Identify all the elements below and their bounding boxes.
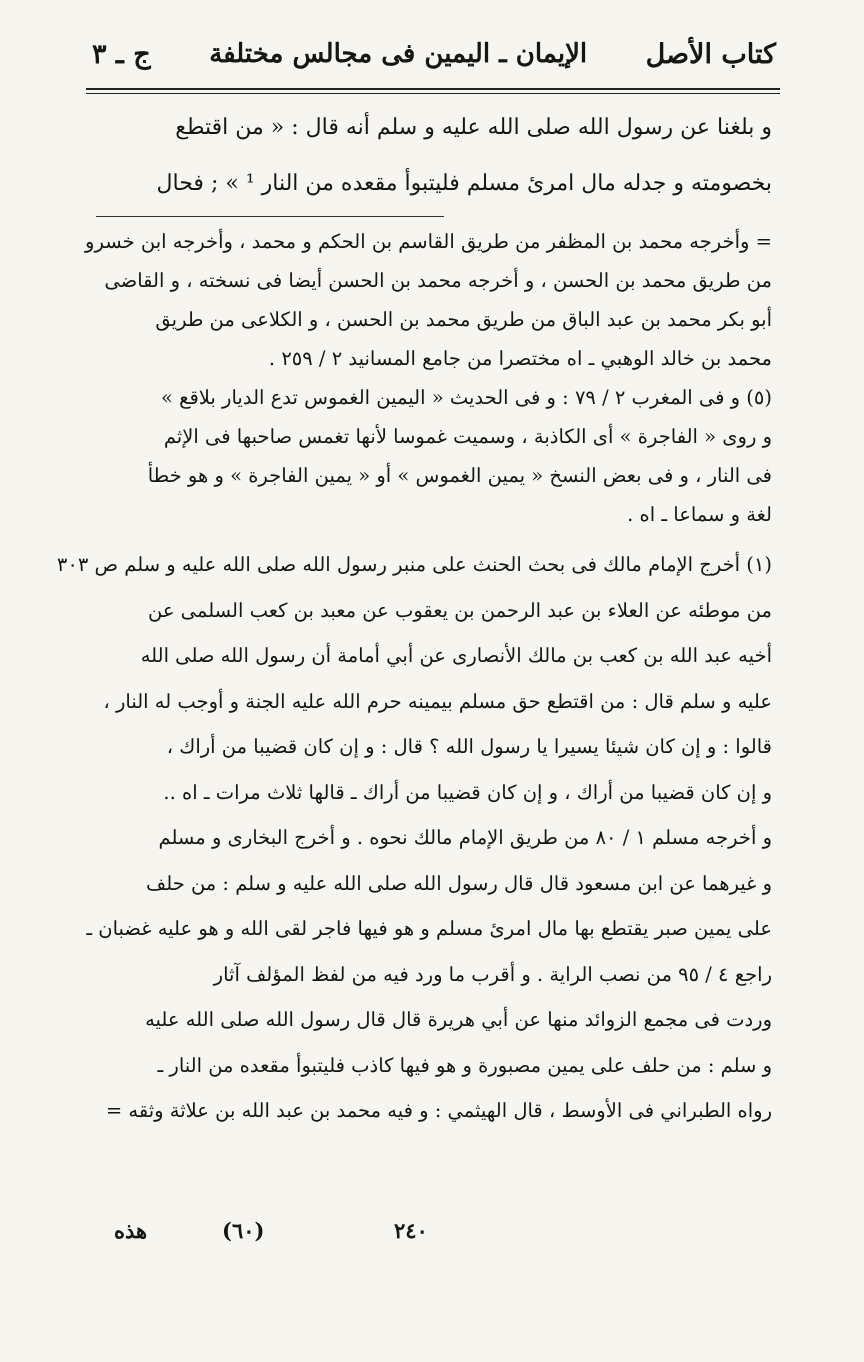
footnote-line: راجع ٤ / ٩٥ من نصب الراية . و أقرب ما ورد فيه من لفظ المؤلف آثار <box>213 962 772 986</box>
footnote-line: من طريق محمد بن الحسن ، و أخرجه محمد بن الحسن أيضا فى نسخته ، و القاضى <box>104 269 772 292</box>
running-header <box>92 28 776 80</box>
footnote-line: قالوا : و إن كان شيئا يسيرا يا رسول الله ؟ قال : و إن كان قضيبا من أراك ، <box>166 735 772 758</box>
footnote-line: و أخرجه مسلم ١ / ٨٠ من طريق الإمام مالك نحوه . و أخرج البخارى و مسلم <box>158 826 772 849</box>
footnote-line: (١) أخرج الإمام مالك فى بحث الحنث على منبر رسول الله صلى الله عليه و سلم ص ٣٠٣ <box>56 553 772 576</box>
main-text-line: بخصومته و جدله مال امرئ مسلم فليتبوأ مقعده من النار ¹ » ; فحال <box>156 171 772 196</box>
footnotes <box>56 222 772 1134</box>
page-footer <box>104 1210 772 1254</box>
footnote-line: و سلم : من حلف على يمين مصبورة و هو فيها كاذب فليتبوأ مقعده من النار ـ <box>157 1053 772 1077</box>
footnote-line: = وأخرجه محمد بن المظفر من طريق القاسم بن الحكم و محمد ، وأخرجه ابن خسرو <box>85 230 772 253</box>
volume-number: ج ـ ٣ <box>92 38 151 70</box>
footnote-line: وردت فى مجمع الزوائد منها عن أبي هريرة قال قال رسول الله صلى الله عليه <box>145 1008 772 1031</box>
footnote-line: أبو بكر محمد بن عبد الباق من طريق محمد بن الحسن ، و الكلاعى من طريق <box>155 308 772 331</box>
footnote-5 <box>96 378 772 534</box>
footnote-line: محمد بن خالد الوهبي ـ اه مختصرا من جامع المسانيد ٢ / ٢٥٩ . <box>268 347 772 370</box>
main-text-line: و بلغنا عن رسول الله صلى الله عليه و سلم أنه قال : « من اقتطع <box>175 115 772 140</box>
footnote-line: عليه و سلم قال : من اقتطع حق مسلم بيمينه حرم الله عليه الجنة و أوجب له النار ، <box>103 689 772 713</box>
main-text <box>96 100 772 212</box>
footnote-line: فى النار ، و فى بعض النسخ « يمين الغموس » أو « يمين الفاجرة » و هو خطأ <box>147 464 772 487</box>
page-number: ٢٤٠ <box>394 1218 428 1243</box>
footnote-line: و غيرهما عن ابن مسعود قال قال رسول الله صلى الله عليه و سلم : من حلف <box>146 871 772 895</box>
footnote-line: و روى « الفاجرة » أى الكاذبة ، وسميت غموسا لأنها تغمس صاحبها فى الإثم <box>163 425 772 448</box>
chapter-title: الإيمان ـ اليمين فى مجالس مختلفة <box>209 39 588 69</box>
header-rule <box>86 88 780 94</box>
footnote-line: أخيه عبد الله بن كعب بن مالك الأنصارى عن أبي أمامة أن رسول الله صلى الله <box>140 644 772 667</box>
catchword: هذه <box>114 1218 148 1243</box>
footnote-line: رواه الطبراني فى الأوسط ، قال الهيثمي : و فيه محمد بن عبد الله بن علاثة وثقه = <box>105 1099 772 1122</box>
footnote-divider <box>96 216 444 217</box>
footnote-line: لغة و سماعا ـ اه . <box>627 503 772 526</box>
footnote-line: (٥) و فى المغرب ٢ / ٧٩ : و فى الحديث « اليمين الغموس تدع الديار بلاقع » <box>160 386 772 409</box>
footnote-1 <box>56 542 772 1134</box>
footnote-line: و إن كان قضيبا من أراك ، و إن كان قضيبا من أراك ـ قالها ثلاث مرات ـ اه .. <box>163 780 772 804</box>
footnote-line: على يمين صبر يقتطع بها مال امرئ مسلم و هو فيها فاجر لقى الله و هو عليه غضبان ـ <box>86 917 772 940</box>
book-title: كتاب الأصل <box>645 38 776 70</box>
folio-number: (٦٠) <box>222 1218 265 1243</box>
footnote-line: من موطئه عن العلاء بن عبد الرحمن بن يعقوب عن معبد بن كعب السلمى عن <box>148 598 772 622</box>
footnote-continued <box>85 222 772 378</box>
